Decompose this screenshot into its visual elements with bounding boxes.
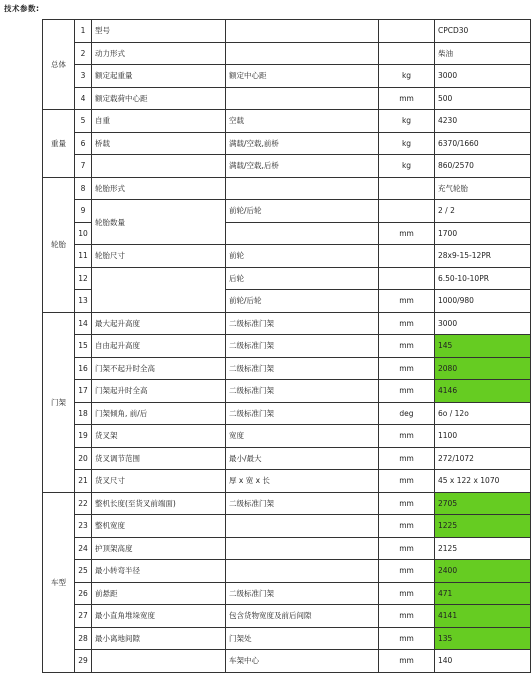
param-value: 45 x 122 x 1070 (435, 470, 531, 493)
param-unit (379, 20, 435, 43)
param-unit: kg (379, 155, 435, 178)
row-number: 17 (75, 380, 92, 403)
param-condition: 包含货物宽度及前后间隙 (226, 605, 379, 628)
param-unit (379, 267, 435, 290)
param-value: 6.50-10-10PR (435, 267, 531, 290)
param-value: 140 (435, 650, 531, 673)
param-name: 整机长度(至货叉前端面) (92, 492, 226, 515)
param-condition: 前轮/后轮 (226, 290, 379, 313)
param-unit (379, 177, 435, 200)
table-row (43, 65, 531, 88)
row-number: 8 (75, 177, 92, 200)
param-value: 4146 (435, 380, 531, 403)
param-value: 1700 (435, 222, 531, 245)
param-condition: 二级标准门架 (226, 402, 379, 425)
table-row (43, 20, 531, 43)
param-name: 货叉调节范围 (92, 447, 226, 470)
param-name: 最小离地间隙 (92, 627, 226, 650)
param-condition: 二级标准门架 (226, 312, 379, 335)
row-number: 26 (75, 582, 92, 605)
param-unit: mm (379, 425, 435, 448)
table-row (43, 357, 531, 380)
table-row (43, 447, 531, 470)
param-condition (226, 222, 379, 245)
row-number: 9 (75, 200, 92, 223)
table-row (43, 560, 531, 583)
param-name: 自由起升高度 (92, 335, 226, 358)
param-name: 护顶架高度 (92, 537, 226, 560)
row-number: 12 (75, 267, 92, 290)
param-condition (226, 87, 379, 110)
param-unit (379, 200, 435, 223)
param-name: 货叉尺寸 (92, 470, 226, 493)
param-value: 1000/980 (435, 290, 531, 313)
param-name (92, 155, 226, 178)
row-number: 3 (75, 65, 92, 88)
param-unit: deg (379, 402, 435, 425)
page-heading: 技术参数: (4, 4, 40, 13)
param-value: 3000 (435, 65, 531, 88)
param-value: 2400 (435, 560, 531, 583)
param-name: 自重 (92, 110, 226, 133)
param-name: 额定载荷中心距 (92, 87, 226, 110)
param-value: 28x9-15-12PR (435, 245, 531, 268)
row-number: 10 (75, 222, 92, 245)
param-name: 整机宽度 (92, 515, 226, 538)
param-name: 最小转弯半径 (92, 560, 226, 583)
group-label: 总体 (43, 20, 75, 110)
param-name: 额定起重量 (92, 65, 226, 88)
param-unit (379, 42, 435, 65)
param-unit: kg (379, 132, 435, 155)
group-label: 门架 (43, 312, 75, 492)
row-number: 22 (75, 492, 92, 515)
param-name: 最小直角堆垛宽度 (92, 605, 226, 628)
param-unit: mm (379, 470, 435, 493)
param-name: 桥载 (92, 132, 226, 155)
row-number: 5 (75, 110, 92, 133)
param-condition: 后轮 (226, 267, 379, 290)
table-row (43, 155, 531, 178)
param-condition (226, 20, 379, 43)
row-number: 4 (75, 87, 92, 110)
table-row (43, 245, 531, 268)
param-condition: 二级标准门架 (226, 335, 379, 358)
param-value: 145 (435, 335, 531, 358)
param-value: 2080 (435, 357, 531, 380)
group-label: 重量 (43, 110, 75, 178)
row-number: 13 (75, 290, 92, 313)
param-name: 门架倾角, 前/后 (92, 402, 226, 425)
table-row (43, 200, 531, 223)
table-row (43, 110, 531, 133)
param-name: 型号 (92, 20, 226, 43)
row-number: 15 (75, 335, 92, 358)
param-unit: mm (379, 650, 435, 673)
param-name: 动力形式 (92, 42, 226, 65)
row-number: 14 (75, 312, 92, 335)
param-unit (379, 245, 435, 268)
param-value: 2705 (435, 492, 531, 515)
row-number: 23 (75, 515, 92, 538)
param-unit: mm (379, 380, 435, 403)
param-name: 门架起升时全高 (92, 380, 226, 403)
param-condition: 前轮/后轮 (226, 200, 379, 223)
row-number: 25 (75, 560, 92, 583)
param-condition: 二级标准门架 (226, 492, 379, 515)
row-number: 21 (75, 470, 92, 493)
row-number: 27 (75, 605, 92, 628)
param-name (92, 650, 226, 673)
param-unit: kg (379, 65, 435, 88)
param-unit: mm (379, 560, 435, 583)
param-unit: mm (379, 582, 435, 605)
param-value: 充气轮胎 (435, 177, 531, 200)
param-unit: mm (379, 492, 435, 515)
row-number: 16 (75, 357, 92, 380)
param-unit: mm (379, 290, 435, 313)
table-row (43, 267, 531, 290)
param-value: 4230 (435, 110, 531, 133)
table-row (43, 132, 531, 155)
param-value: 2125 (435, 537, 531, 560)
param-value: 471 (435, 582, 531, 605)
param-value: 6o / 12o (435, 402, 531, 425)
row-number: 24 (75, 537, 92, 560)
param-condition: 厚 x 宽 x 长 (226, 470, 379, 493)
param-value: 272/1072 (435, 447, 531, 470)
param-value: 860/2570 (435, 155, 531, 178)
row-number: 11 (75, 245, 92, 268)
table-row (43, 582, 531, 605)
param-condition: 门架处 (226, 627, 379, 650)
table-row (43, 627, 531, 650)
param-value: 6370/1660 (435, 132, 531, 155)
param-condition: 宽度 (226, 425, 379, 448)
param-condition (226, 42, 379, 65)
param-condition: 二级标准门架 (226, 380, 379, 403)
param-value: 柴油 (435, 42, 531, 65)
row-number: 28 (75, 627, 92, 650)
group-label: 车型 (43, 492, 75, 672)
param-unit: mm (379, 605, 435, 628)
table-row (43, 515, 531, 538)
table-row (43, 425, 531, 448)
table-row (43, 470, 531, 493)
param-condition (226, 560, 379, 583)
param-condition: 空载 (226, 110, 379, 133)
table-row (43, 380, 531, 403)
table-row (43, 537, 531, 560)
row-number: 7 (75, 155, 92, 178)
param-value: 1100 (435, 425, 531, 448)
table-row (43, 42, 531, 65)
param-value: 4141 (435, 605, 531, 628)
table-row (43, 87, 531, 110)
param-name: 轮胎数量 (92, 200, 226, 245)
row-number: 6 (75, 132, 92, 155)
param-unit: mm (379, 335, 435, 358)
param-unit: kg (379, 110, 435, 133)
param-condition (226, 537, 379, 560)
param-value: 3000 (435, 312, 531, 335)
param-unit: mm (379, 627, 435, 650)
row-number: 20 (75, 447, 92, 470)
table-row (43, 177, 531, 200)
param-condition: 满载/空载,后桥 (226, 155, 379, 178)
param-condition: 额定中心距 (226, 65, 379, 88)
param-name (92, 267, 226, 312)
param-unit: mm (379, 537, 435, 560)
table-row (43, 312, 531, 335)
param-condition (226, 177, 379, 200)
param-condition: 车架中心 (226, 650, 379, 673)
param-value: 2 / 2 (435, 200, 531, 223)
param-unit: mm (379, 357, 435, 380)
param-condition: 前轮 (226, 245, 379, 268)
row-number: 18 (75, 402, 92, 425)
param-condition: 二级标准门架 (226, 582, 379, 605)
param-name: 最大起升高度 (92, 312, 226, 335)
param-unit: mm (379, 447, 435, 470)
param-unit: mm (379, 222, 435, 245)
param-name: 前悬距 (92, 582, 226, 605)
param-unit: mm (379, 312, 435, 335)
table-row (43, 605, 531, 628)
group-label: 轮胎 (43, 177, 75, 312)
param-value: 1225 (435, 515, 531, 538)
table-row (43, 492, 531, 515)
table-row (43, 650, 531, 673)
param-condition (226, 515, 379, 538)
param-name: 轮胎尺寸 (92, 245, 226, 268)
param-name: 轮胎形式 (92, 177, 226, 200)
param-value: 135 (435, 627, 531, 650)
row-number: 1 (75, 20, 92, 43)
row-number: 19 (75, 425, 92, 448)
row-number: 2 (75, 42, 92, 65)
param-name: 货叉架 (92, 425, 226, 448)
param-name: 门架不起升时全高 (92, 357, 226, 380)
param-unit: mm (379, 87, 435, 110)
spec-table (42, 19, 531, 673)
table-row (43, 402, 531, 425)
param-condition: 二级标准门架 (226, 357, 379, 380)
row-number: 29 (75, 650, 92, 673)
param-value: CPCD30 (435, 20, 531, 43)
param-condition: 满载/空载,前桥 (226, 132, 379, 155)
param-condition: 最小/最大 (226, 447, 379, 470)
param-value: 500 (435, 87, 531, 110)
param-unit: mm (379, 515, 435, 538)
table-row (43, 335, 531, 358)
